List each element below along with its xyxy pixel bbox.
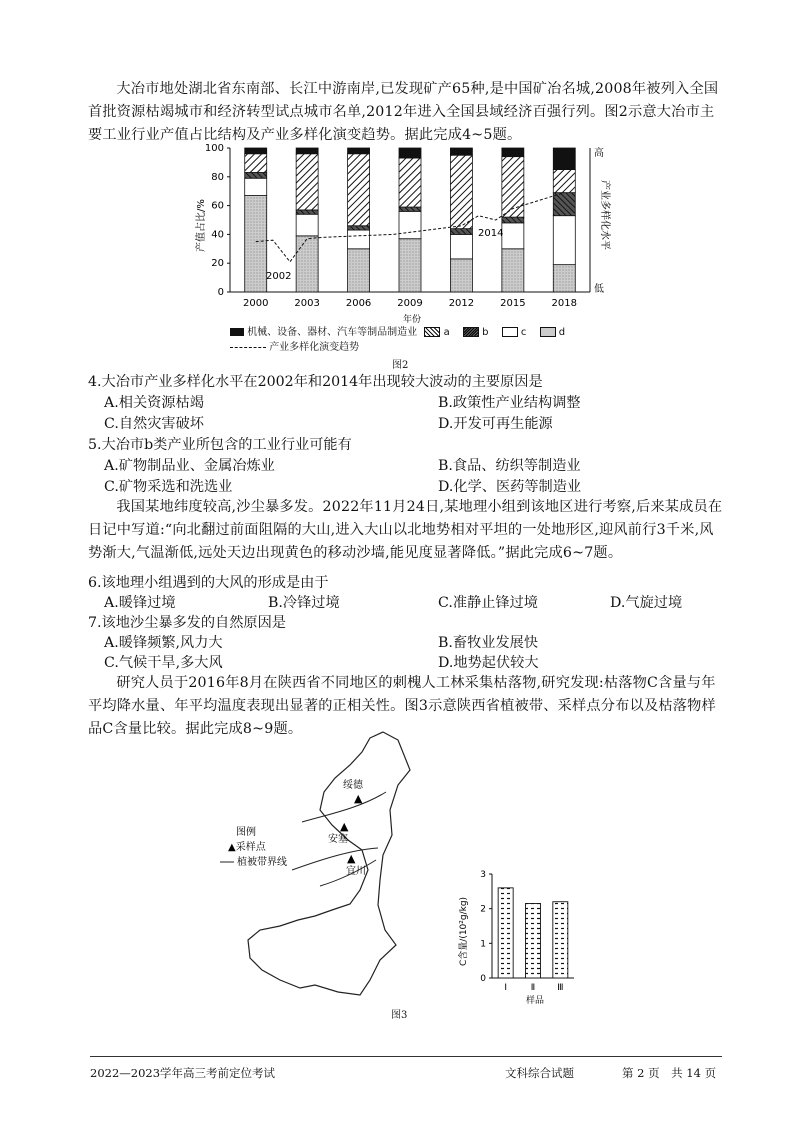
sample-marker-ansai: ▲: [340, 820, 349, 833]
y-tick-label: 3: [480, 870, 486, 880]
q7-option-d: D.地势起伏较大: [438, 655, 539, 671]
bar-2000-series-2: [245, 172, 267, 178]
bar-2006-series-2: [348, 226, 370, 230]
y-tick-label: 40: [211, 229, 224, 241]
city-label-yichuan: 宜川: [346, 866, 366, 877]
x-tick-label-sample-2: Ⅱ: [530, 983, 536, 993]
city-label-ansai: 安塞: [328, 834, 348, 845]
q7-option-b: B.畜牧业发展快: [438, 635, 539, 651]
footer-exam-title: 2022—2023学年高三考前定位考试: [90, 1066, 276, 1080]
figure-3-map: [220, 730, 440, 1010]
y-tick-label: 0: [217, 287, 224, 298]
figure-2-legend: [230, 323, 630, 353]
x-tick-label-2006: 2006: [345, 298, 372, 309]
bar-2018-series-1: [553, 216, 575, 265]
y-tick-label: 80: [211, 171, 224, 183]
bar-2003-series-3: [296, 154, 318, 210]
right-axis-label: 产业多样化水平: [599, 180, 610, 250]
legend-swatch-a: [424, 327, 440, 337]
bar-2012-series-2: [450, 229, 472, 235]
bar-2009-series-1: [399, 211, 421, 238]
footer-subject: 文科综合试题: [505, 1066, 574, 1080]
q7-option-a: A.暖锋频繁,风力大: [104, 635, 223, 651]
bar-2009-series-4: [399, 148, 421, 158]
x-tick-label-2015: 2015: [500, 298, 526, 309]
figure-3-bar-chart: [452, 866, 582, 1026]
bar-2015-series-0: [502, 249, 524, 292]
legend-label-trend: 产业多样化演变趋势: [269, 342, 360, 353]
figure-2-caption: 图2: [392, 360, 409, 371]
y-tick-label: 1: [480, 939, 486, 950]
y-tick-label: 0: [480, 974, 486, 984]
bar-sample-3: [553, 902, 568, 978]
y-tick-label: 60: [211, 200, 224, 212]
q6-stem: 6.该地理小组遇到的大风的形成是由于: [88, 575, 329, 591]
bar-2012-series-1: [450, 234, 472, 258]
note-2002: 2002: [266, 271, 292, 282]
right-axis-high: 高: [594, 148, 604, 159]
bar-2015-series-1: [502, 223, 524, 249]
legend-label-c: c: [520, 327, 527, 338]
q7-stem: 7.该地沙尘暴多发的自然原因是: [88, 615, 286, 631]
y-tick-label: 100: [204, 143, 224, 154]
footer-rule: [90, 1056, 722, 1057]
legend-swatch-trend: [230, 347, 266, 348]
bar-2003-series-2: [296, 210, 318, 214]
legend-swatch-d: [540, 327, 556, 337]
footer-page-number: 第 2 页 共 14 页: [622, 1066, 717, 1080]
q6-option-b: B.冷锋过境: [268, 595, 340, 611]
y-axis-label: C含量/(10²g/kg): [459, 896, 469, 966]
intro-paragraph-q8-9: 研究人员于2016年8月在陕西省不同地区的刺槐人工林采集枯落物,研究发现:枯落物C含量与年平均降水量、年平均温度表现出显著的正相关性。图3示意陕西省植被带、采样点分布以及枯落物样品C含量比较。据此完成8~9题。: [88, 675, 716, 737]
sample-marker-suide: ▲: [354, 792, 363, 805]
x-tick-label-2012: 2012: [448, 298, 475, 309]
y-axis-label: 产值占比/%: [196, 199, 207, 252]
q6-option-c: C.准静止锋过境: [438, 595, 538, 611]
x-axis-label: 年份: [403, 315, 422, 325]
y-tick-label: 20: [211, 258, 224, 270]
bar-2003-series-4: [296, 148, 318, 154]
bar-2006-series-0: [348, 249, 370, 292]
q4-option-c: C.自然灾害破坏: [104, 416, 204, 432]
bar-2009-series-0: [399, 239, 421, 292]
figure-3-caption: 图3: [391, 1010, 408, 1021]
q5-option-d: D.化学、医药等制造业: [438, 479, 582, 495]
bar-2012-series-4: [450, 148, 472, 155]
bar-sample-2: [526, 903, 541, 978]
bar-2006-series-4: [348, 148, 370, 154]
q6-option-d: D.气旋过境: [610, 595, 683, 611]
legend-label-d: d: [558, 327, 566, 338]
bar-2009-series-2: [399, 207, 421, 211]
map-legend-boundary: 植被带界线: [237, 857, 287, 868]
right-axis-low: 低: [594, 284, 604, 295]
bar-2012-series-0: [450, 259, 472, 292]
bar-2018-series-0: [553, 265, 575, 292]
legend-label-machine: 机械、设备、器材、汽车等制品制造业: [247, 327, 418, 338]
x-tick-label-sample-1: Ⅰ: [504, 983, 507, 993]
bar-2000-series-0: [245, 196, 267, 292]
x-axis-label: 样品: [526, 996, 545, 1006]
x-tick-label-2000: 2000: [242, 298, 269, 309]
q4-option-a: A.相关资源枯竭: [104, 395, 204, 411]
y-tick-label: 2: [480, 904, 486, 915]
q4-option-b: B.政策性产业结构调整: [438, 395, 581, 411]
map-legend-sample: ▲采样点: [228, 842, 266, 853]
bar-2015-series-2: [502, 217, 524, 223]
bar-2000-series-4: [245, 148, 267, 154]
q5-option-a: A.矿物制品业、金属冶炼业: [104, 458, 275, 474]
x-tick-label-2009: 2009: [397, 298, 423, 309]
bar-2018-series-4: [553, 148, 575, 170]
sample-marker-yichuan: ▲: [347, 852, 356, 865]
x-tick-label-2003: 2003: [294, 298, 320, 309]
note-2014: 2014: [478, 228, 504, 239]
q5-option-c: C.矿物采选和洗选业: [104, 479, 233, 495]
x-tick-label-2018: 2018: [551, 298, 578, 309]
bar-2018-series-3: [553, 170, 575, 193]
legend-label-b: b: [482, 327, 489, 338]
city-label-suide: 绥德: [343, 780, 363, 791]
q6-option-a: A.暖锋过境: [104, 595, 176, 611]
bar-2006-series-1: [348, 230, 370, 249]
intro-paragraph-q4-5: 大冶市地处湖北省东南部、长江中游南岸,已发现矿产65种,是中国矿冶名城,2008年被列入全国首批资源枯竭城市和经济转型试点城市名单,2012年进入全国县域经济百强行列。图2示意大冶市主要工业行业产值占比结构及产业多样化演变趋势。据此完成4~5题。: [88, 81, 719, 143]
x-tick-label-sample-3: Ⅲ: [557, 983, 564, 993]
q4-option-d: D.开发可再生能源: [438, 416, 553, 432]
bar-2009-series-3: [399, 158, 421, 207]
bar-2012-series-3: [450, 155, 472, 228]
q4-stem: 4.大冶市产业多样化水平在2002年和2014年出现较大波动的主要原因是: [88, 374, 543, 390]
bar-2006-series-3: [348, 154, 370, 226]
bar-2003-series-0: [296, 236, 318, 292]
q5-stem: 5.大冶市b类产业所包含的工业行业可能有: [88, 437, 352, 453]
map-legend-title: 图例: [236, 827, 256, 838]
legend-swatch-c: [502, 327, 518, 337]
legend-swatch-machine: [230, 328, 244, 336]
bar-2000-series-3: [245, 154, 267, 173]
bar-sample-1: [498, 888, 513, 978]
bar-2003-series-1: [296, 214, 318, 236]
legend-label-a: a: [443, 327, 450, 338]
legend-swatch-b: [463, 327, 479, 337]
bar-2015-series-4: [502, 148, 524, 157]
q7-option-c: C.气候干旱,多大风: [104, 655, 223, 671]
intro-paragraph-q6-7: 我国某地纬度较高,沙尘暴多发。2022年11月24日,某地理小组到该地区进行考察,后来某成员在日记中写道:“向北翻过前面阻隔的大山,进入大山以北地势相对平坦的一处地形区,迎风前行3千米,风势渐大,气温渐低,远处天边出现黄色的移动沙墙,能见度显著降低。”据此完成6~7题。: [88, 499, 723, 561]
q5-option-b: B.食品、纺织等制造业: [438, 458, 581, 474]
bar-2000-series-1: [245, 178, 267, 195]
bar-2018-series-2: [553, 193, 575, 216]
